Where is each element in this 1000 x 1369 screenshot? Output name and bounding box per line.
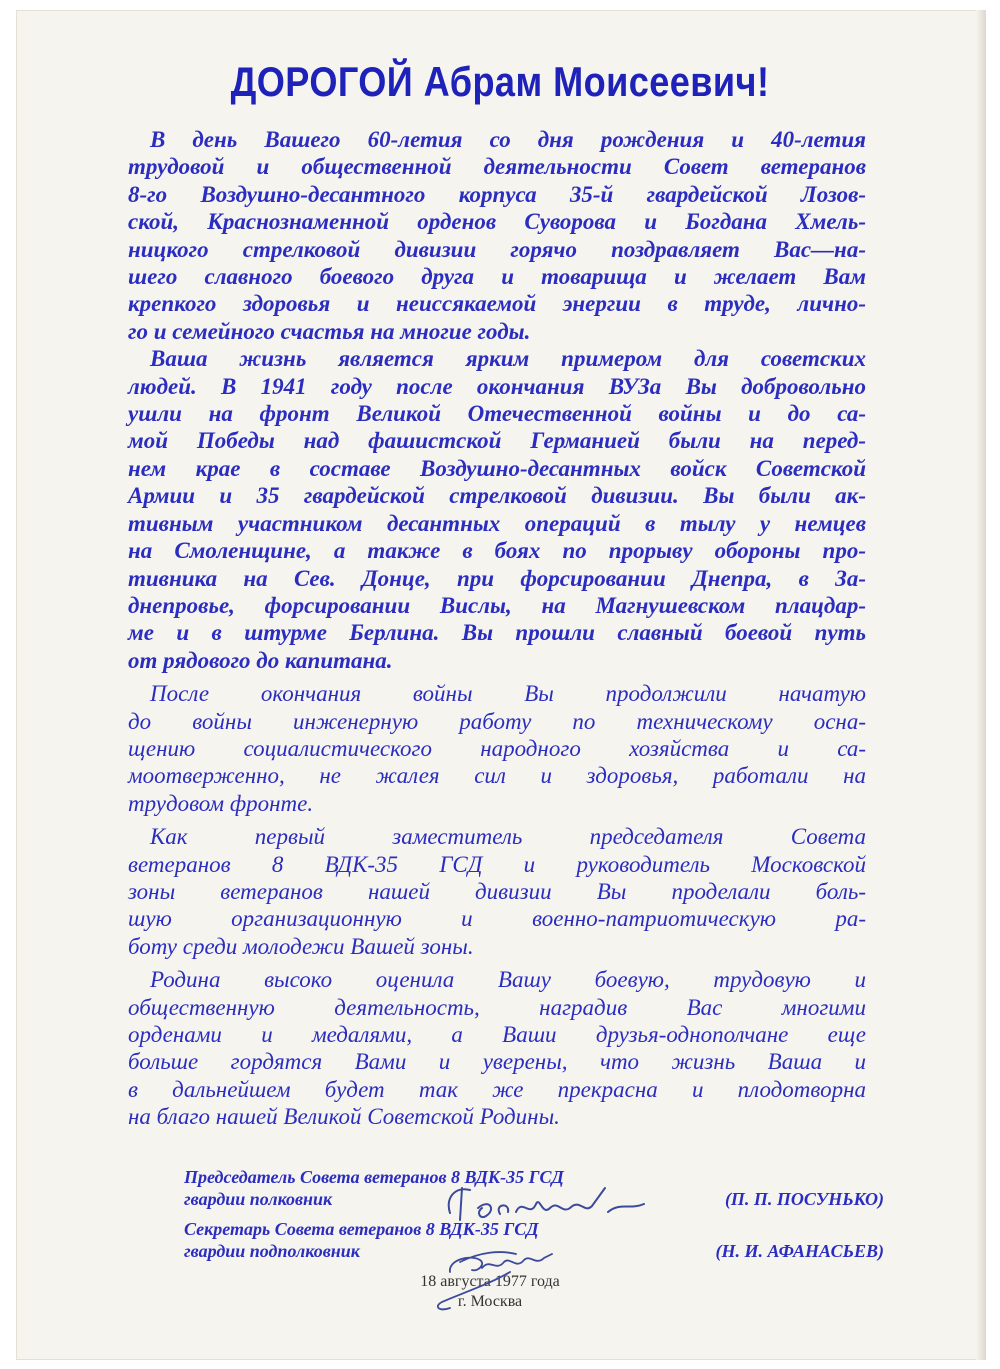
text-line: шую организационную и военно-патриотическую ра- [128, 906, 866, 932]
text-line: общественную деятельность, наградив Вас многими [128, 994, 866, 1020]
text-line: ушли на фронт Великой Отечественной войны и до са- [128, 401, 866, 427]
text-line: трудовой и общественной деятельности Совет ветеранов [128, 154, 866, 180]
signatory-position: Секретарь Совета ветеранов 8 ВДК-35 ГСД [184, 1219, 539, 1239]
signatory-position: Председатель Совета ветеранов 8 ВДК-35 ГСД [184, 1167, 564, 1187]
text-line: шего славного боевого друга и товарища и желает Вам [128, 264, 866, 290]
text-line: больше гордятся Вами и уверены, что жизнь Ваша и [128, 1049, 866, 1075]
chairman-signature [430, 1168, 700, 1238]
text-line: от рядового до капитана. [128, 647, 393, 673]
text-line: до войны инженерную работу по техническому осна- [128, 708, 866, 734]
text-line: Как первый заместитель председателя Совета [150, 824, 866, 850]
text-line: го и семейного счастья на многие годы. [128, 318, 531, 344]
paragraph-1 [128, 126, 866, 345]
text-line: мой Победы над фашистской Германией были на перед- [128, 428, 866, 454]
text-line: ветеранов 8 ВДК-35 ГСД и руководитель Московской [128, 851, 866, 877]
paragraph-5 [128, 966, 866, 1130]
text-line: трудовом фронте. [128, 790, 314, 816]
text-line: на Смоленщине, а также в боях по прорыву обороны про- [128, 538, 866, 564]
signatory-rank: гвардии подполковник [184, 1241, 360, 1261]
paragraph-2 [128, 345, 866, 674]
signatory-name: (Н. И. АФАНАСЬЕВ) [715, 1241, 884, 1261]
letter-title: ДОРОГОЙ Абрам Моисеевич! [230, 58, 770, 105]
text-line: тивника на Сев. Донце, при форсировании Днепра, в За- [128, 565, 866, 591]
signatory-rank: гвардии полковник [184, 1189, 333, 1209]
signatory-name: (П. П. ПОСУНЬКО) [724, 1189, 884, 1209]
text-line: Ваша жизнь является ярким примером для советских [150, 346, 866, 372]
text-line: ницкого стрелковой дивизии горячо поздравляет Вас—на- [128, 236, 866, 262]
text-line: ской, Краснознаменной орденов Суворова и Богдана Хмель- [128, 209, 866, 235]
secretary-signature [420, 1232, 580, 1322]
text-line: Армии и 35 гвардейской стрелковой дивизии. Вы были ак- [128, 483, 866, 509]
paragraph-3 [128, 680, 866, 817]
letter-date: 18 августа 1977 года [420, 1273, 560, 1290]
text-line: тивным участником десантных операций в тылу у немцев [128, 510, 866, 536]
text-line: моотверженно, не жалея сил и здоровья, работали на [128, 763, 866, 789]
letter-body [128, 126, 866, 1131]
text-line: боту среди молодежи Вашей зоны. [128, 933, 474, 959]
text-line: После окончания войны Вы продолжили начатую [150, 681, 866, 707]
letter-city: г. Москва [457, 1293, 523, 1310]
text-line: на благо нашей Великой Советской Родины. [128, 1104, 560, 1130]
text-line: 8-го Воздушно-десантного корпуса 35-й гвардейской Лозов- [128, 181, 866, 207]
text-line: днепровье, форсировании Вислы, на Магнушевском плацдар- [128, 592, 866, 618]
text-line: щению социалистического народного хозяйства и са- [128, 735, 866, 761]
text-line: ме и в штурме Берлина. Вы прошли славный боевой путь [128, 620, 866, 646]
text-line: орденами и медалями, а Ваши друзья-однополчане еще [128, 1022, 866, 1047]
text-line: людей. В 1941 году после окончания ВУЗа Вы добровольно [128, 373, 866, 399]
text-line: зоны ветеранов нашей дивизии Вы проделали боль- [128, 878, 866, 904]
paragraph-4 [128, 823, 866, 960]
text-line: Родина высоко оценила Вашу боевую, трудовую и [150, 967, 866, 993]
text-line: В день Вашего 60-летия со дня рождения и 40-летия [150, 127, 866, 152]
text-line: в дальнейшем будет так же прекрасна и плодотворна [128, 1076, 866, 1102]
text-line: нем крае в составе Воздушно-десантных войск Советской [128, 455, 866, 481]
text-line: крепкого здоровья и неиссякаемой энергии в труде, лично- [128, 291, 866, 317]
